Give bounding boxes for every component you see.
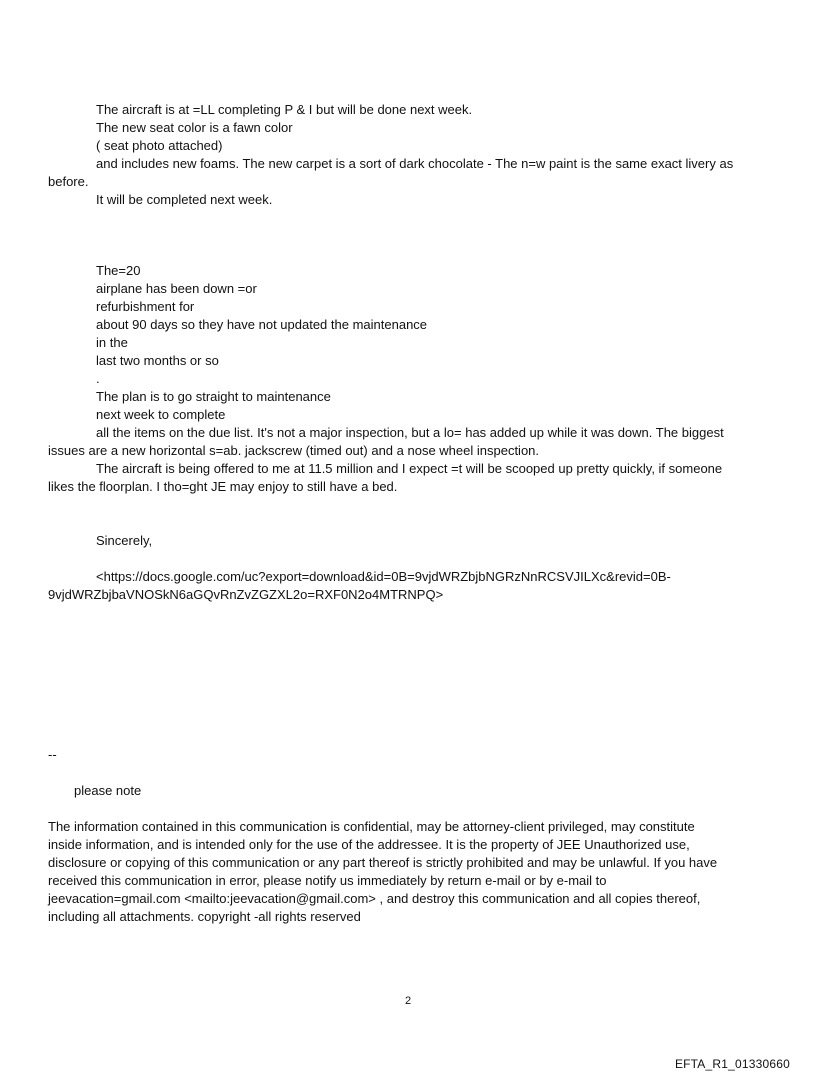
body-line: issues are a new horizontal s=ab. jackscrew (timed out) and a nose wheel inspection. bbox=[48, 443, 540, 458]
body-line: ( seat photo attached) bbox=[96, 138, 223, 153]
body-line: likes the floorplan. I tho=ght JE may enjoy to still have a bed. bbox=[48, 479, 398, 494]
body-line: It will be completed next week. bbox=[96, 192, 273, 207]
download-link[interactable]: 9vjdWRZbjbaVNOSkN6aGQvRnZvZGZXL2o=RXF0N2o4MTRNPQ> bbox=[48, 587, 444, 602]
disclaimer-line: received this communication in error, please notify us immediately by return e-mail or by e-mail to bbox=[48, 873, 607, 888]
body-line: The aircraft is at =LL completing P & I but will be done next week. bbox=[96, 102, 473, 117]
document-id: EFTA_R1_01330660 bbox=[674, 1057, 790, 1071]
disclaimer-line: jeevacation=gmail.com <mailto:jeevacation@gmail.com> , and destroy this communication and all copies thereof, bbox=[48, 891, 701, 906]
body-line: all the items on the due list. It's not a major inspection, but a lo= has added up while it was down. The biggest bbox=[96, 425, 724, 440]
body-line: . bbox=[96, 371, 100, 386]
body-line: refurbishment for bbox=[96, 299, 195, 314]
body-line: The=20 bbox=[96, 263, 141, 278]
body-line: before. bbox=[48, 174, 89, 189]
download-link[interactable]: <https://docs.google.com/uc?export=download&id=0B=9vjdWRZbjbNGRzNnRCSVJILXc&revid=0B- bbox=[96, 569, 671, 584]
separator: -- bbox=[48, 747, 57, 762]
closing: Sincerely, bbox=[96, 533, 153, 548]
body-line: next week to complete bbox=[96, 407, 226, 422]
body-line: The plan is to go straight to maintenance bbox=[96, 389, 331, 404]
body-line: about 90 days so they have not updated the maintenance bbox=[96, 317, 428, 332]
body-line: The new seat color is a fawn color bbox=[96, 120, 293, 135]
body-line: in the bbox=[96, 335, 128, 350]
disclaimer-line: inside information, and is intended only for the use of the addressee. It is the property of JEE Unauthorized use, bbox=[48, 837, 690, 852]
body-line: last two months or so bbox=[96, 353, 219, 368]
note-heading: please note bbox=[74, 783, 142, 798]
body-line: airplane has been down =or bbox=[96, 281, 257, 296]
body-line: and includes new foams. The new carpet is a sort of dark chocolate - The n=w paint is the same exact livery as bbox=[96, 156, 734, 171]
body-line: The aircraft is being offered to me at 11.5 million and I expect =t will be scooped up pretty quickly, if someone bbox=[96, 461, 723, 476]
disclaimer-line: including all attachments. copyright -all rights reserved bbox=[48, 909, 361, 924]
page-number: 2 bbox=[404, 995, 412, 1007]
disclaimer-line: The information contained in this communication is confidential, may be attorney-client privileged, may constitute bbox=[48, 819, 695, 834]
disclaimer-line: disclosure or copying of this communication or any part thereof is strictly prohibited and may be unlawful. If you have bbox=[48, 855, 718, 870]
